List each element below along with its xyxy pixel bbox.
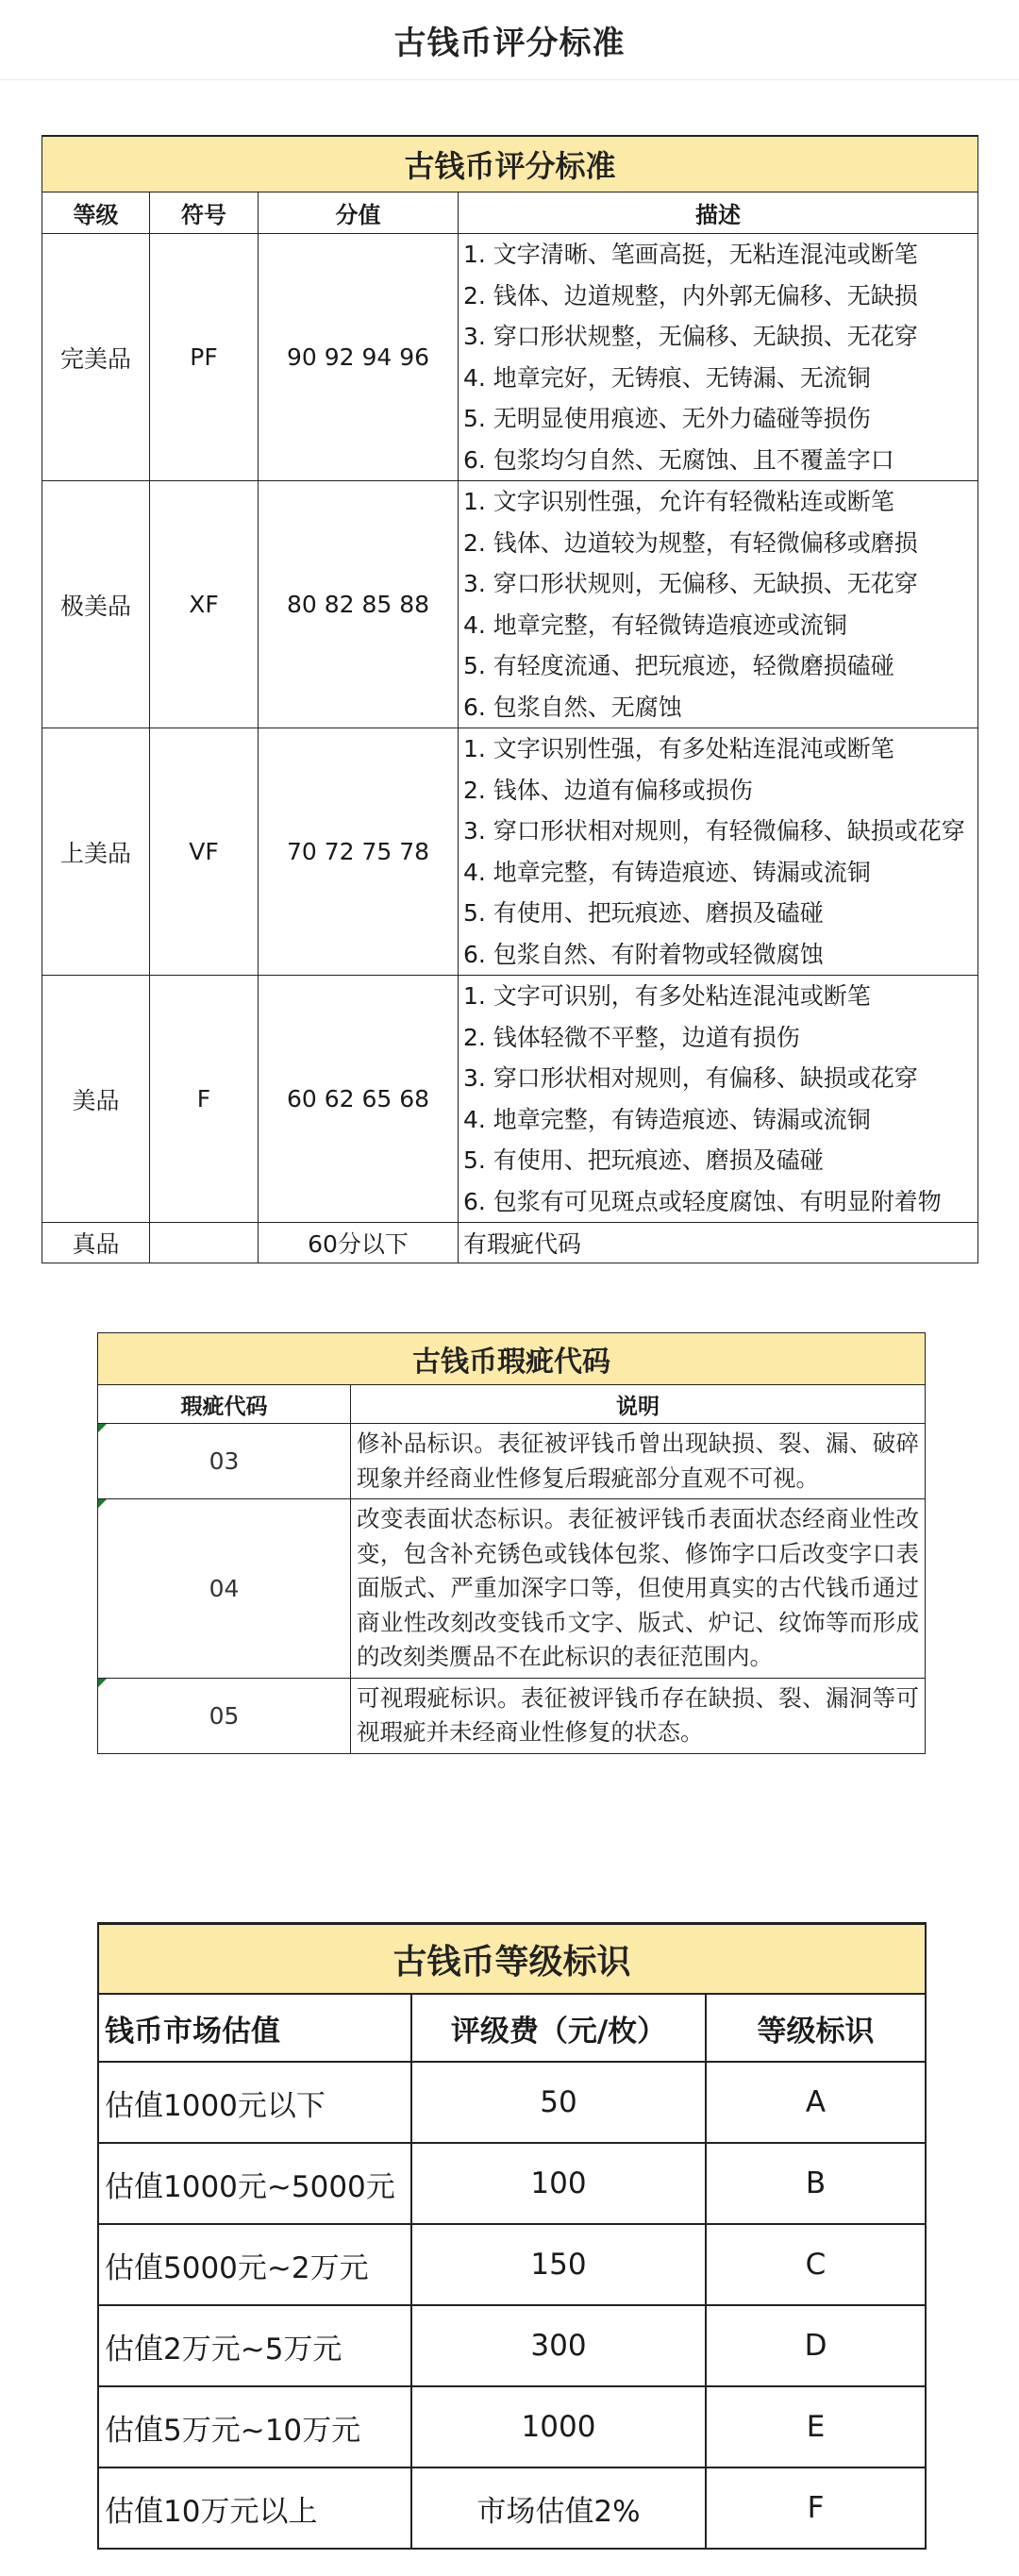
level-cell: A (706, 2062, 926, 2143)
description-line: 4. 地章完好，无铸痕、无铸漏、无流铜 (463, 363, 871, 392)
table-row (42, 1223, 978, 1263)
level-cell: E (706, 2386, 926, 2467)
description-line: 3. 穿口形状规整，无偏移、无缺损、无花穿 (463, 323, 918, 350)
description-cell (459, 481, 978, 728)
description-line: 4. 地章完整，有轻微铸造痕迹或流铜 (463, 611, 847, 639)
defect-description-cell: 改变表面状态标识。表征被评钱币表面状态经商业性改变，包含补充锈色或钱体包浆、修饰字口后改变字口表面版式、严重加深字口等，但使用真实的古代钱币通过商业性改刻改变钱币文字、版式、炉记、纹饰等而形成的改刻类赝品不在此标识的表征范围内。 (351, 1499, 926, 1679)
column-header-grade: 等级 (42, 192, 150, 234)
score-cell: 70 72 75 78 (259, 728, 459, 976)
description-line: 1. 文字可识别，有多处粘连混沌或断笔 (463, 982, 871, 1010)
fee-cell: 市场估值2% (411, 2467, 706, 2549)
score-cell: 80 82 85 88 (259, 481, 459, 728)
top-navigation-bar (0, 0, 1019, 80)
table-row (98, 2143, 926, 2224)
symbol-cell: XF (150, 481, 259, 728)
table-row (98, 1424, 926, 1499)
description-line: 5. 有使用、把玩痕迹、磨损及磕碰 (463, 1146, 824, 1174)
grading-standard-table (42, 135, 978, 1263)
fee-cell: 100 (411, 2143, 706, 2224)
column-header-score: 分值 (259, 192, 459, 234)
market-value-cell: 估值2万元~5万元 (98, 2305, 411, 2386)
page-title: 古钱币评分标准 (393, 24, 626, 62)
market-value-cell: 估值1000元~5000元 (98, 2143, 411, 2224)
description-line: 4. 地章完整，有铸造痕迹、铸漏或流铜 (463, 858, 871, 886)
description-line: 2. 钱体、边道规整，内外郭无偏移、无缺损 (463, 281, 918, 309)
table-row (98, 2467, 926, 2549)
description-line: 6. 包浆均匀自然、无腐蚀、且不覆盖字口 (463, 445, 894, 474)
table-row (98, 1678, 926, 1753)
grade-cell: 上美品 (42, 728, 150, 976)
description-line: 2. 钱体、边道较为规整，有轻微偏移或磨损 (463, 528, 918, 557)
description-line: 2. 钱体轻微不平整，边道有损伤 (463, 1023, 800, 1051)
column-header-explanation: 说明 (351, 1385, 926, 1424)
description-line: 2. 钱体、边道有偏移或损伤 (463, 776, 753, 804)
symbol-cell (150, 1223, 259, 1263)
description-line: 5. 有轻度流通、把玩痕迹，轻微磨损磕碰 (463, 652, 894, 679)
table-row (42, 234, 978, 481)
symbol-cell: PF (150, 234, 259, 481)
description-line: 1. 文字识别性强，有多处粘连混沌或断笔 (463, 735, 894, 762)
market-value-cell: 估值5000元~2万元 (98, 2224, 411, 2305)
fee-cell: 50 (411, 2062, 706, 2143)
table-row (98, 2386, 926, 2467)
table-row (98, 2305, 926, 2386)
column-header-fee: 评级费（元/枚） (411, 1994, 706, 2062)
level-cell: C (706, 2224, 926, 2305)
grade-cell: 美品 (42, 976, 150, 1223)
grade-level-table (97, 1922, 927, 2550)
table-caption: 古钱币等级标识 (98, 1924, 926, 1995)
defect-code-cell (98, 1499, 351, 1679)
description-line: 6. 包浆自然、无腐蚀 (463, 693, 682, 721)
symbol-cell: F (150, 976, 259, 1223)
level-cell: D (706, 2305, 926, 2386)
table-caption: 古钱币评分标准 (42, 136, 978, 192)
grade-cell: 极美品 (42, 481, 150, 728)
description-cell: 有瑕疵代码 (459, 1223, 978, 1263)
table-row (42, 481, 978, 728)
table-row (98, 2062, 926, 2143)
description-line: 1. 文字识别性强，允许有轻微粘连或断笔 (463, 488, 894, 515)
description-line: 3. 穿口形状相对规则，有轻微偏移、缺损或花穿 (463, 817, 965, 845)
defect-code-cell (98, 1424, 351, 1499)
column-header-market-value: 钱币市场估值 (98, 1994, 411, 2062)
score-cell: 60 62 65 68 (259, 976, 459, 1223)
defect-code-value: 05 (209, 1701, 240, 1730)
description-line: 4. 地章完整，有铸造痕迹、铸漏或流铜 (463, 1105, 871, 1133)
description-cell (459, 976, 978, 1223)
defect-description-cell: 修补品标识。表征被评钱币曾出现缺损、裂、漏、破碎现象并经商业性修复后瑕疵部分直观不可视。 (351, 1424, 926, 1499)
description-line: 5. 无明显使用痕迹、无外力磕碰等损伤 (463, 405, 871, 432)
grade-cell: 真品 (42, 1223, 150, 1263)
description-cell (459, 234, 978, 481)
column-header-level: 等级标识 (706, 1994, 926, 2062)
grade-cell: 完美品 (42, 234, 150, 481)
score-cell: 60分以下 (259, 1223, 459, 1263)
table-caption: 古钱币瑕疵代码 (98, 1333, 926, 1385)
fee-cell: 1000 (411, 2386, 706, 2467)
score-cell: 90 92 94 96 (259, 234, 459, 481)
defect-code-table (97, 1332, 926, 1754)
cell-marker-icon (98, 1679, 107, 1687)
cell-marker-icon (98, 1499, 107, 1508)
defect-code-value: 04 (209, 1574, 240, 1602)
column-header-symbol: 符号 (150, 192, 259, 234)
symbol-cell: VF (150, 728, 259, 976)
column-header-description: 描述 (459, 192, 978, 234)
table-row (98, 1499, 926, 1679)
description-line: 5. 有使用、把玩痕迹、磨损及磕碰 (463, 899, 824, 927)
defect-code-cell (98, 1678, 351, 1753)
market-value-cell: 估值5万元~10万元 (98, 2386, 411, 2467)
defect-code-value: 03 (209, 1447, 240, 1475)
description-line: 1. 文字清晰、笔画高挺，无粘连混沌或断笔 (463, 241, 918, 268)
defect-description-cell: 可视瑕疵标识。表征被评钱币存在缺损、裂、漏洞等可视瑕疵并未经商业性修复的状态。 (351, 1678, 926, 1753)
table-row (42, 728, 978, 976)
description-line: 3. 穿口形状相对规则，有偏移、缺损或花穿 (463, 1064, 918, 1092)
description-line: 6. 包浆有可见斑点或轻度腐蚀、有明显附着物 (463, 1187, 942, 1215)
table-row (98, 2224, 926, 2305)
market-value-cell: 估值1000元以下 (98, 2062, 411, 2143)
level-cell: B (706, 2143, 926, 2224)
table-row (42, 976, 978, 1223)
description-line: 3. 穿口形状规则，无偏移、无缺损、无花穿 (463, 570, 918, 597)
cell-marker-icon (98, 1424, 107, 1432)
level-cell: F (706, 2467, 926, 2549)
market-value-cell: 估值10万元以上 (98, 2467, 411, 2549)
description-cell (459, 728, 978, 976)
column-header-defect-code: 瑕疵代码 (98, 1385, 351, 1424)
fee-cell: 300 (411, 2305, 706, 2386)
fee-cell: 150 (411, 2224, 706, 2305)
description-line: 6. 包浆自然、有附着物或轻微腐蚀 (463, 940, 824, 968)
